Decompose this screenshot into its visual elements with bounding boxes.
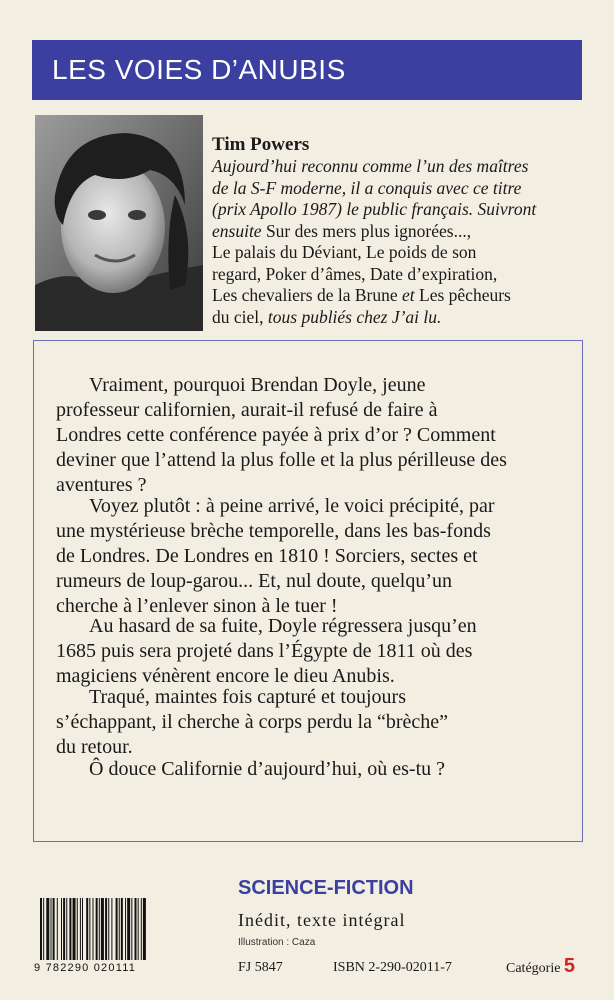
barcode-bar [125, 898, 126, 960]
bio-text [212, 156, 592, 328]
bio-run: Les pêcheurs [419, 285, 511, 305]
text-line: s’échappant, il cherche à corps perdu la “brèche” [56, 711, 449, 733]
bio-run: tous publiés chez J’ai lu. [267, 306, 442, 327]
edition-note: Inédit, texte intégral [238, 910, 406, 930]
text-line: 1685 puis sera projeté dans l’Égypte de 1811 où des [56, 640, 473, 662]
synopsis-paragraph-1 [56, 373, 556, 498]
barcode-bar [51, 898, 52, 960]
text-line: magiciens vénèrent encore le dieu Anubis. [56, 665, 395, 687]
barcode-bar [66, 898, 67, 960]
barcode-bar [82, 898, 83, 960]
text-line: du retour. [56, 736, 133, 758]
bio-line [212, 285, 592, 307]
barcode-bar [105, 898, 107, 960]
barcode-bar [111, 898, 112, 960]
author-bio [212, 134, 592, 328]
barcode-bar [43, 898, 44, 960]
genre-label: SCIENCE-FICTION [238, 877, 414, 899]
barcode-bar [40, 898, 42, 960]
bio-run: Aujourd’hui reconnu comme l’un des maîtres [212, 156, 529, 176]
category-number: 5 [563, 955, 576, 977]
author-name: Tim Powers [212, 134, 310, 155]
text-line: rumeurs de loup-garou... Et, nul doute, quelqu’un [56, 570, 453, 592]
barcode-bar [63, 898, 65, 960]
isbn: ISBN 2-290-02011-7 [333, 960, 452, 975]
bio-run: regard, Poker d’âmes, Date d’expiration, [212, 263, 498, 284]
bio-run: de la S-F moderne, il a conquis avec ce titre [212, 177, 522, 198]
barcode-bar [93, 898, 94, 960]
barcode-bar [96, 898, 98, 960]
barcode-bar [127, 898, 130, 960]
bio-line [212, 199, 592, 221]
text-line: de Londres. De Londres en 1810 ! Sorciers, sectes et [56, 545, 478, 567]
barcode-bar [119, 898, 120, 960]
text-line: professeur californien, aurait-il refusé de faire à [56, 399, 438, 421]
text-line: Vraiment, pourquoi Brendan Doyle, jeune [89, 374, 426, 396]
bio-run: Sur des mers plus ignorées..., [265, 220, 472, 241]
text-line: cherche à l’enlever sinon à le tuer ! [56, 595, 338, 617]
text-line: une mystérieuse brèche temporelle, dans les bas-fonds [56, 520, 491, 542]
synopsis-paragraph-2 [56, 494, 556, 619]
barcode-bar [116, 898, 118, 960]
synopsis-paragraph-5 [56, 757, 556, 782]
author-photo [35, 115, 203, 331]
synopsis-paragraph-4 [56, 685, 556, 760]
bio-line [212, 242, 592, 264]
bio-run: ensuite [212, 220, 266, 241]
book-title: LES VOIES D’ANUBIS [52, 54, 346, 85]
barcode-bar [108, 898, 109, 960]
text-line: Ô douce Californie d’aujourd’hui, où es-tu ? [89, 758, 446, 780]
category [506, 955, 575, 978]
barcode-bar [143, 898, 146, 960]
bio-run: (prix Apollo 1987) le public français. Suivront [212, 199, 537, 219]
bio-run: Les chevaliers de la Brune [212, 285, 402, 305]
barcode-bar [121, 898, 123, 960]
text-line: Traqué, maintes fois capturé et toujours [89, 686, 406, 708]
text-line: aventures ? [56, 474, 147, 496]
barcode-bar [73, 898, 76, 960]
barcode-bar [101, 898, 104, 960]
barcode-bar [135, 898, 137, 960]
bio-run: Le palais du Déviant, Le poids de son [212, 242, 477, 262]
synopsis-paragraph-3 [56, 614, 556, 689]
barcode-bar [57, 898, 58, 960]
barcode-bar [69, 898, 71, 960]
text-line: deviner que l’attend la plus folle et la plus périlleuse des [56, 449, 507, 471]
barcode-bar [86, 898, 88, 960]
barcode-digits: 9 782290 020111 [34, 962, 137, 974]
barcode-bar [80, 898, 81, 960]
illustration-credit: Illustration : Caza [238, 937, 316, 948]
barcode-bar [131, 898, 132, 960]
bio-line [212, 307, 592, 329]
fj-code: FJ 5847 [238, 960, 283, 975]
bio-line [212, 264, 592, 286]
category-label: Catégorie [506, 961, 561, 976]
barcode-bar [77, 898, 78, 960]
barcode-bar [53, 898, 55, 960]
barcode-bar [99, 898, 100, 960]
barcode-bar [61, 898, 62, 960]
text-line: Au hasard de sa fuite, Doyle régressera jusqu’en [89, 615, 477, 637]
barcode-bar [46, 898, 49, 960]
bio-run: du ciel, [212, 306, 268, 327]
text-line: Londres cette conférence payée à prix d’or ? Comment [56, 424, 496, 446]
bio-line [212, 178, 592, 200]
bio-line [212, 156, 592, 178]
barcode-bar [89, 898, 90, 960]
text-line: Voyez plutôt : à peine arrivé, le voici précipité, par [89, 495, 495, 517]
bio-run: et [402, 285, 420, 305]
barcode-bar [138, 898, 139, 960]
barcode-bar [141, 898, 142, 960]
title-banner [32, 40, 582, 100]
bio-line [212, 221, 592, 243]
